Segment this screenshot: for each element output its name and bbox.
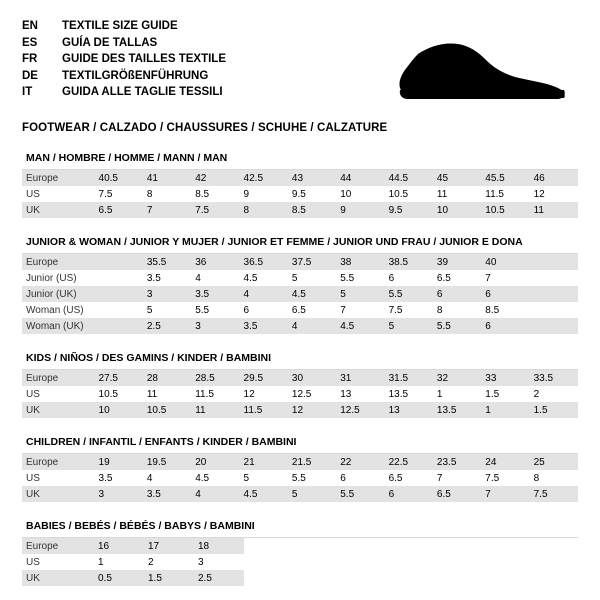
size-cell [95, 302, 143, 318]
table-row [22, 302, 578, 318]
size-cell: 7.5 [95, 186, 143, 202]
language-title: TEXTILGRÖßENFÜHRUNG [62, 69, 209, 82]
table-row [22, 538, 578, 554]
table-row [22, 186, 578, 202]
size-cell: 6 [385, 486, 433, 502]
size-cell: 1.5 [144, 570, 194, 586]
size-cell: 6.5 [433, 270, 481, 286]
size-group-heading: CHILDREN / INFANTIL / ENFANTS / KINDER / BAMBINI [22, 436, 578, 454]
size-cell [530, 286, 578, 302]
size-cell: 23.5 [433, 454, 481, 470]
table-row [22, 170, 578, 186]
dress-shoe-icon [378, 34, 568, 106]
size-cell: 1.5 [481, 386, 529, 402]
size-cell: 35.5 [143, 254, 191, 270]
size-cell: 10 [95, 402, 143, 418]
size-cell: 28.5 [191, 370, 239, 386]
size-cell: 5 [288, 270, 336, 286]
size-group-heading: JUNIOR & WOMAN / JUNIOR Y MUJER / JUNIOR ET FEMME / JUNIOR UND FRAU / JUNIOR E DONA [22, 236, 578, 254]
row-label: UK [22, 486, 95, 502]
size-group [22, 436, 578, 502]
size-cell: 13 [336, 386, 384, 402]
size-cell: 9.5 [288, 186, 336, 202]
size-cell: 8 [143, 186, 191, 202]
table-row [22, 254, 578, 270]
size-cell: 5 [385, 318, 433, 334]
size-cell: 7.5 [530, 486, 578, 502]
size-cell: 6 [240, 302, 288, 318]
size-cell: 13.5 [433, 402, 481, 418]
size-cell: 12 [530, 186, 578, 202]
size-cell: 4 [240, 286, 288, 302]
size-cell: 40.5 [95, 170, 143, 186]
table-row [22, 286, 578, 302]
table-row [22, 370, 578, 386]
size-cell: 11 [191, 402, 239, 418]
size-cell: 7.5 [481, 470, 529, 486]
size-group-heading: MAN / HOMBRE / HOMME / MANN / MAN [22, 152, 578, 170]
size-cell: 6 [433, 286, 481, 302]
size-cell: 7.5 [385, 302, 433, 318]
size-cell: 7.5 [191, 202, 239, 218]
table-filler-cell [244, 570, 578, 586]
table-filler-cell [244, 554, 578, 570]
table-filler-cell [244, 538, 578, 554]
size-table [22, 454, 578, 502]
size-cell: 4.5 [240, 270, 288, 286]
table-row [22, 270, 578, 286]
row-label: UK [22, 202, 95, 218]
size-cell: 8 [433, 302, 481, 318]
row-label: Europe [22, 454, 95, 470]
size-group-heading: KIDS / NIÑOS / DES GAMINS / KINDER / BAMBINI [22, 352, 578, 370]
size-cell: 2 [530, 386, 578, 402]
size-cell: 11 [433, 186, 481, 202]
language-row [22, 35, 226, 52]
size-cell: 9 [336, 202, 384, 218]
table-row [22, 402, 578, 418]
size-cell: 1 [94, 554, 144, 570]
size-cell: 10 [336, 186, 384, 202]
table-row [22, 454, 578, 470]
size-cell: 4.5 [336, 318, 384, 334]
table-row [22, 202, 578, 218]
table-row [22, 554, 578, 570]
size-cell [95, 254, 143, 270]
row-label: Europe [22, 170, 95, 186]
size-group-heading: BABIES / BEBÉS / BÉBÉS / BABYS / BAMBINI [22, 520, 578, 538]
size-cell: 11 [530, 202, 578, 218]
language-code: DE [22, 69, 38, 82]
size-cell: 12 [288, 402, 336, 418]
size-cell: 8.5 [481, 302, 529, 318]
size-cell: 22.5 [385, 454, 433, 470]
size-cell: 2 [144, 554, 194, 570]
row-label: Europe [22, 254, 95, 270]
size-group [22, 352, 578, 418]
size-cell: 7 [143, 202, 191, 218]
row-label: Woman (US) [22, 302, 95, 318]
size-cell: 6.5 [95, 202, 143, 218]
size-cell: 11.5 [481, 186, 529, 202]
row-label: UK [22, 402, 95, 418]
size-cell: 5 [336, 286, 384, 302]
size-cell: 30 [288, 370, 336, 386]
size-cell: 5.5 [288, 470, 336, 486]
size-cell: 11.5 [240, 402, 288, 418]
size-cell: 3 [191, 318, 239, 334]
size-table [22, 170, 578, 218]
language-row [22, 84, 226, 101]
size-cell: 6.5 [433, 486, 481, 502]
row-label: Junior (US) [22, 270, 95, 286]
size-cell: 9.5 [385, 202, 433, 218]
table-row [22, 386, 578, 402]
size-cell: 33.5 [530, 370, 578, 386]
size-cell: 3.5 [240, 318, 288, 334]
size-cell: 4 [191, 486, 239, 502]
size-cell: 21.5 [288, 454, 336, 470]
size-cell: 42.5 [240, 170, 288, 186]
size-cell: 1 [481, 402, 529, 418]
language-code: EN [22, 20, 38, 32]
size-table [22, 254, 578, 334]
size-cell [95, 318, 143, 334]
size-cell: 11.5 [191, 386, 239, 402]
row-label: Europe [22, 370, 95, 386]
language-row [22, 18, 226, 35]
size-cell: 4 [143, 470, 191, 486]
size-cell: 5.5 [336, 270, 384, 286]
table-row [22, 318, 578, 334]
size-cell: 10.5 [143, 402, 191, 418]
table-row [22, 570, 578, 586]
language-title: GUIDA ALLE TAGLIE TESSILI [62, 86, 223, 98]
size-cell: 4.5 [240, 486, 288, 502]
size-cell [530, 270, 578, 286]
size-cell: 3.5 [143, 270, 191, 286]
size-cell: 38 [336, 254, 384, 270]
size-cell: 8 [240, 202, 288, 218]
size-cell: 10.5 [95, 386, 143, 402]
size-cell: 7 [433, 470, 481, 486]
size-group [22, 236, 578, 334]
size-cell: 19 [95, 454, 143, 470]
size-cell: 5.5 [336, 486, 384, 502]
size-cell: 4 [191, 270, 239, 286]
size-cell: 10.5 [481, 202, 529, 218]
size-cell: 4.5 [191, 470, 239, 486]
language-code: FR [22, 53, 38, 65]
size-cell: 3 [194, 554, 244, 570]
size-cell: 22 [336, 454, 384, 470]
size-cell: 17 [144, 538, 194, 554]
size-cell: 19.5 [143, 454, 191, 470]
size-cell: 21 [240, 454, 288, 470]
size-cell: 6 [385, 270, 433, 286]
row-label: Junior (UK) [22, 286, 95, 302]
size-cell: 11 [143, 386, 191, 402]
size-table [22, 538, 578, 586]
language-title: TEXTILE SIZE GUIDE [62, 20, 178, 32]
size-cell: 10 [433, 202, 481, 218]
size-cell: 4.5 [288, 286, 336, 302]
size-cell: 38.5 [385, 254, 433, 270]
document-header [22, 18, 578, 110]
size-cell: 1 [433, 386, 481, 402]
size-cell: 5 [288, 486, 336, 502]
size-cell: 44.5 [385, 170, 433, 186]
table-row [22, 470, 578, 486]
size-cell: 3 [95, 486, 143, 502]
row-label: Europe [22, 538, 94, 554]
size-cell [95, 270, 143, 286]
size-cell: 8.5 [191, 186, 239, 202]
size-group [22, 152, 578, 218]
language-row [22, 68, 226, 85]
size-cell: 13.5 [385, 386, 433, 402]
size-cell: 12.5 [336, 402, 384, 418]
size-cell: 25 [530, 454, 578, 470]
size-cell: 1.5 [530, 402, 578, 418]
row-label: US [22, 186, 95, 202]
size-cell: 8.5 [288, 202, 336, 218]
size-cell: 12 [240, 386, 288, 402]
size-cell: 39 [433, 254, 481, 270]
size-cell: 7 [481, 270, 529, 286]
size-cell: 6.5 [288, 302, 336, 318]
size-cell: 10.5 [385, 186, 433, 202]
size-group [22, 520, 578, 586]
size-cell: 41 [143, 170, 191, 186]
size-cell: 45.5 [481, 170, 529, 186]
size-cell: 6 [481, 286, 529, 302]
row-label: Woman (UK) [22, 318, 95, 334]
size-cell: 18 [194, 538, 244, 554]
size-tables-container [22, 152, 578, 586]
row-label: UK [22, 570, 94, 586]
size-cell: 3.5 [143, 486, 191, 502]
language-code: ES [22, 36, 38, 49]
language-title: GUIDE DES TAILLES TEXTILE [62, 53, 226, 65]
size-cell: 16 [94, 538, 144, 554]
size-cell: 27.5 [95, 370, 143, 386]
size-cell: 5 [240, 470, 288, 486]
size-cell: 31.5 [385, 370, 433, 386]
size-cell: 4 [288, 318, 336, 334]
size-cell: 37.5 [288, 254, 336, 270]
size-cell: 43 [288, 170, 336, 186]
size-cell: 40 [481, 254, 529, 270]
size-cell: 46 [530, 170, 578, 186]
size-cell: 45 [433, 170, 481, 186]
size-cell: 28 [143, 370, 191, 386]
size-cell: 42 [191, 170, 239, 186]
size-cell [530, 254, 578, 270]
size-cell: 33 [481, 370, 529, 386]
size-cell: 9 [240, 186, 288, 202]
size-cell: 8 [530, 470, 578, 486]
size-cell: 2.5 [143, 318, 191, 334]
size-cell: 36.5 [240, 254, 288, 270]
size-cell: 6.5 [385, 470, 433, 486]
size-cell: 5.5 [191, 302, 239, 318]
size-cell: 32 [433, 370, 481, 386]
row-label: US [22, 386, 95, 402]
row-label: US [22, 554, 94, 570]
size-cell: 5.5 [385, 286, 433, 302]
size-cell: 7 [336, 302, 384, 318]
size-cell: 20 [191, 454, 239, 470]
size-cell: 36 [191, 254, 239, 270]
size-cell: 5 [143, 302, 191, 318]
size-cell: 44 [336, 170, 384, 186]
size-cell: 12.5 [288, 386, 336, 402]
size-cell: 7 [481, 486, 529, 502]
size-cell: 6 [336, 470, 384, 486]
size-cell [530, 302, 578, 318]
size-table [22, 370, 578, 418]
size-cell: 13 [385, 402, 433, 418]
size-cell: 24 [481, 454, 529, 470]
language-code: IT [22, 86, 33, 98]
size-cell: 2.5 [194, 570, 244, 586]
language-title-list [22, 18, 226, 101]
language-row [22, 51, 226, 68]
size-cell [95, 286, 143, 302]
size-cell: 31 [336, 370, 384, 386]
language-title: GUÍA DE TALLAS [62, 36, 158, 49]
row-label: US [22, 470, 95, 486]
size-cell: 0.5 [94, 570, 144, 586]
size-cell: 3.5 [191, 286, 239, 302]
size-cell: 5.5 [433, 318, 481, 334]
size-cell: 3.5 [95, 470, 143, 486]
size-cell: 29.5 [240, 370, 288, 386]
size-cell: 3 [143, 286, 191, 302]
table-row [22, 486, 578, 502]
page-title: FOOTWEAR / CALZADO / CHAUSSURES / SCHUHE / CALZATURE [22, 122, 388, 134]
size-cell [530, 318, 578, 334]
size-cell: 6 [481, 318, 529, 334]
